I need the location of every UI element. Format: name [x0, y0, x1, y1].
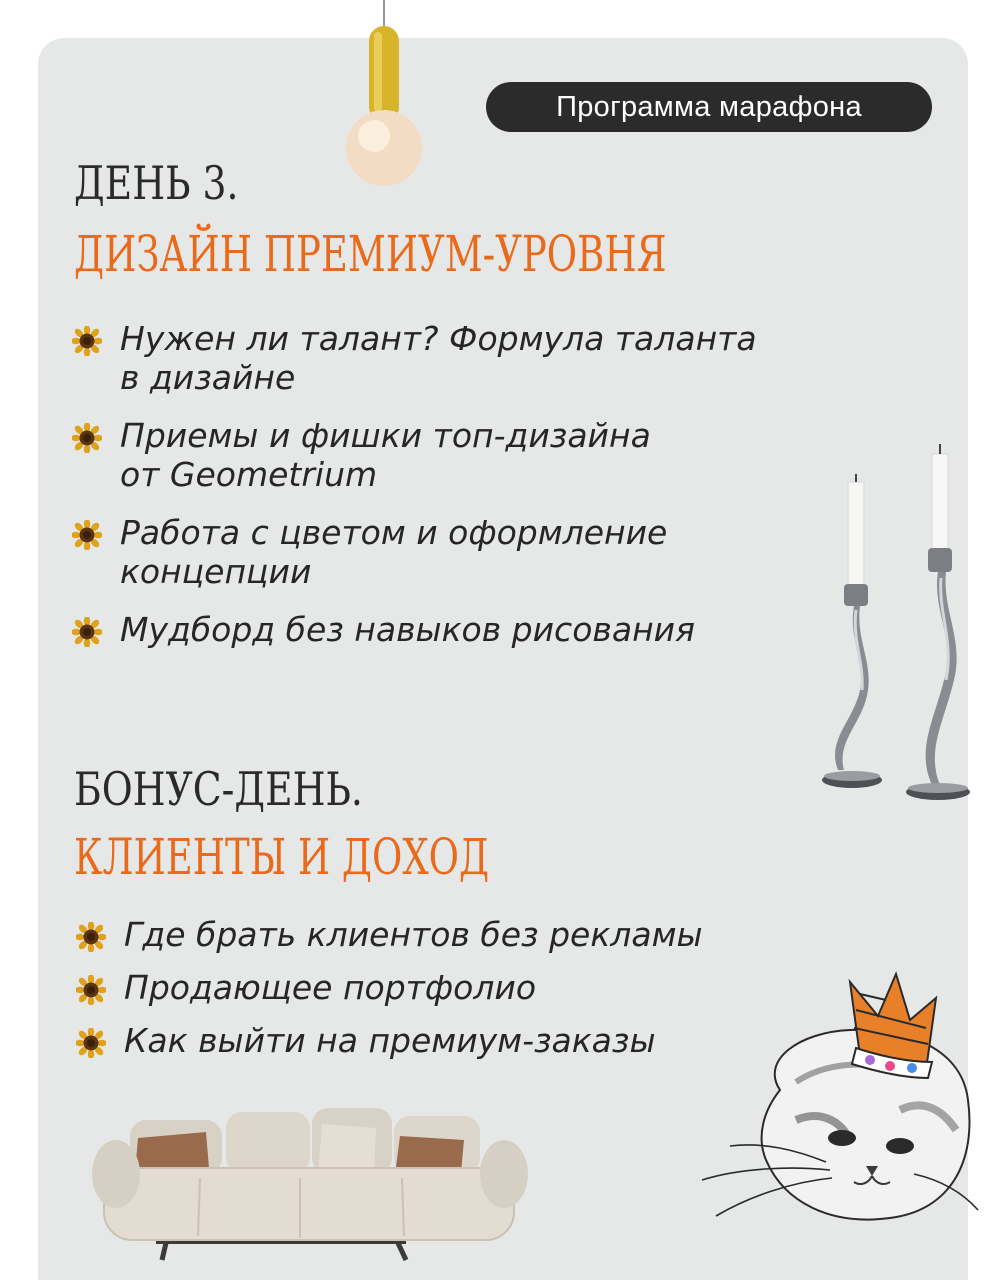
list-item	[76, 968, 703, 1007]
day3-subheading: ДИЗАЙН ПРЕМИУМ-УРОВНЯ	[74, 225, 667, 283]
list-item-text: Где брать клиентов без рекламы	[124, 915, 703, 954]
sunflower-icon	[72, 423, 102, 453]
list-item	[72, 416, 757, 494]
day3-list	[72, 319, 757, 649]
list-item-text: от Geometrium	[120, 455, 378, 494]
sunflower-icon	[72, 520, 102, 550]
candle-holders-icon	[820, 440, 980, 810]
cat-with-crown-icon	[700, 970, 982, 1230]
list-item-text: в дизайне	[120, 358, 296, 397]
list-item	[72, 610, 757, 649]
sofa-icon	[90, 1098, 530, 1268]
sunflower-icon	[72, 326, 102, 356]
sunflower-icon	[72, 617, 102, 647]
list-item	[76, 1021, 703, 1060]
list-item-text: Как выйти на премиум-заказы	[124, 1021, 656, 1060]
bonus-heading: БОНУС-ДЕНЬ.	[74, 762, 363, 816]
list-item-text: Мудборд без навыков рисования	[120, 610, 695, 649]
bonus-list	[76, 915, 703, 1060]
list-item-text: Приемы и фишки топ-дизайна	[120, 416, 651, 455]
list-item-text: Работа с цветом и оформление	[120, 513, 668, 552]
list-item-text: Нужен ли талант? Формула таланта	[120, 319, 757, 358]
list-item	[72, 319, 757, 397]
list-item-text: Продающее портфолио	[124, 968, 537, 1007]
pendant-lamp-icon	[340, 0, 440, 195]
day3-heading: ДЕНЬ 3.	[74, 156, 239, 210]
sunflower-icon	[76, 975, 106, 1005]
list-item-text: концепции	[120, 552, 312, 591]
bonus-subheading: КЛИЕНТЫ И ДОХОД	[74, 828, 490, 886]
program-badge: Программа марафона	[486, 82, 932, 132]
list-item	[72, 513, 757, 591]
sunflower-icon	[76, 1028, 106, 1058]
list-item	[76, 915, 703, 954]
sunflower-icon	[76, 922, 106, 952]
